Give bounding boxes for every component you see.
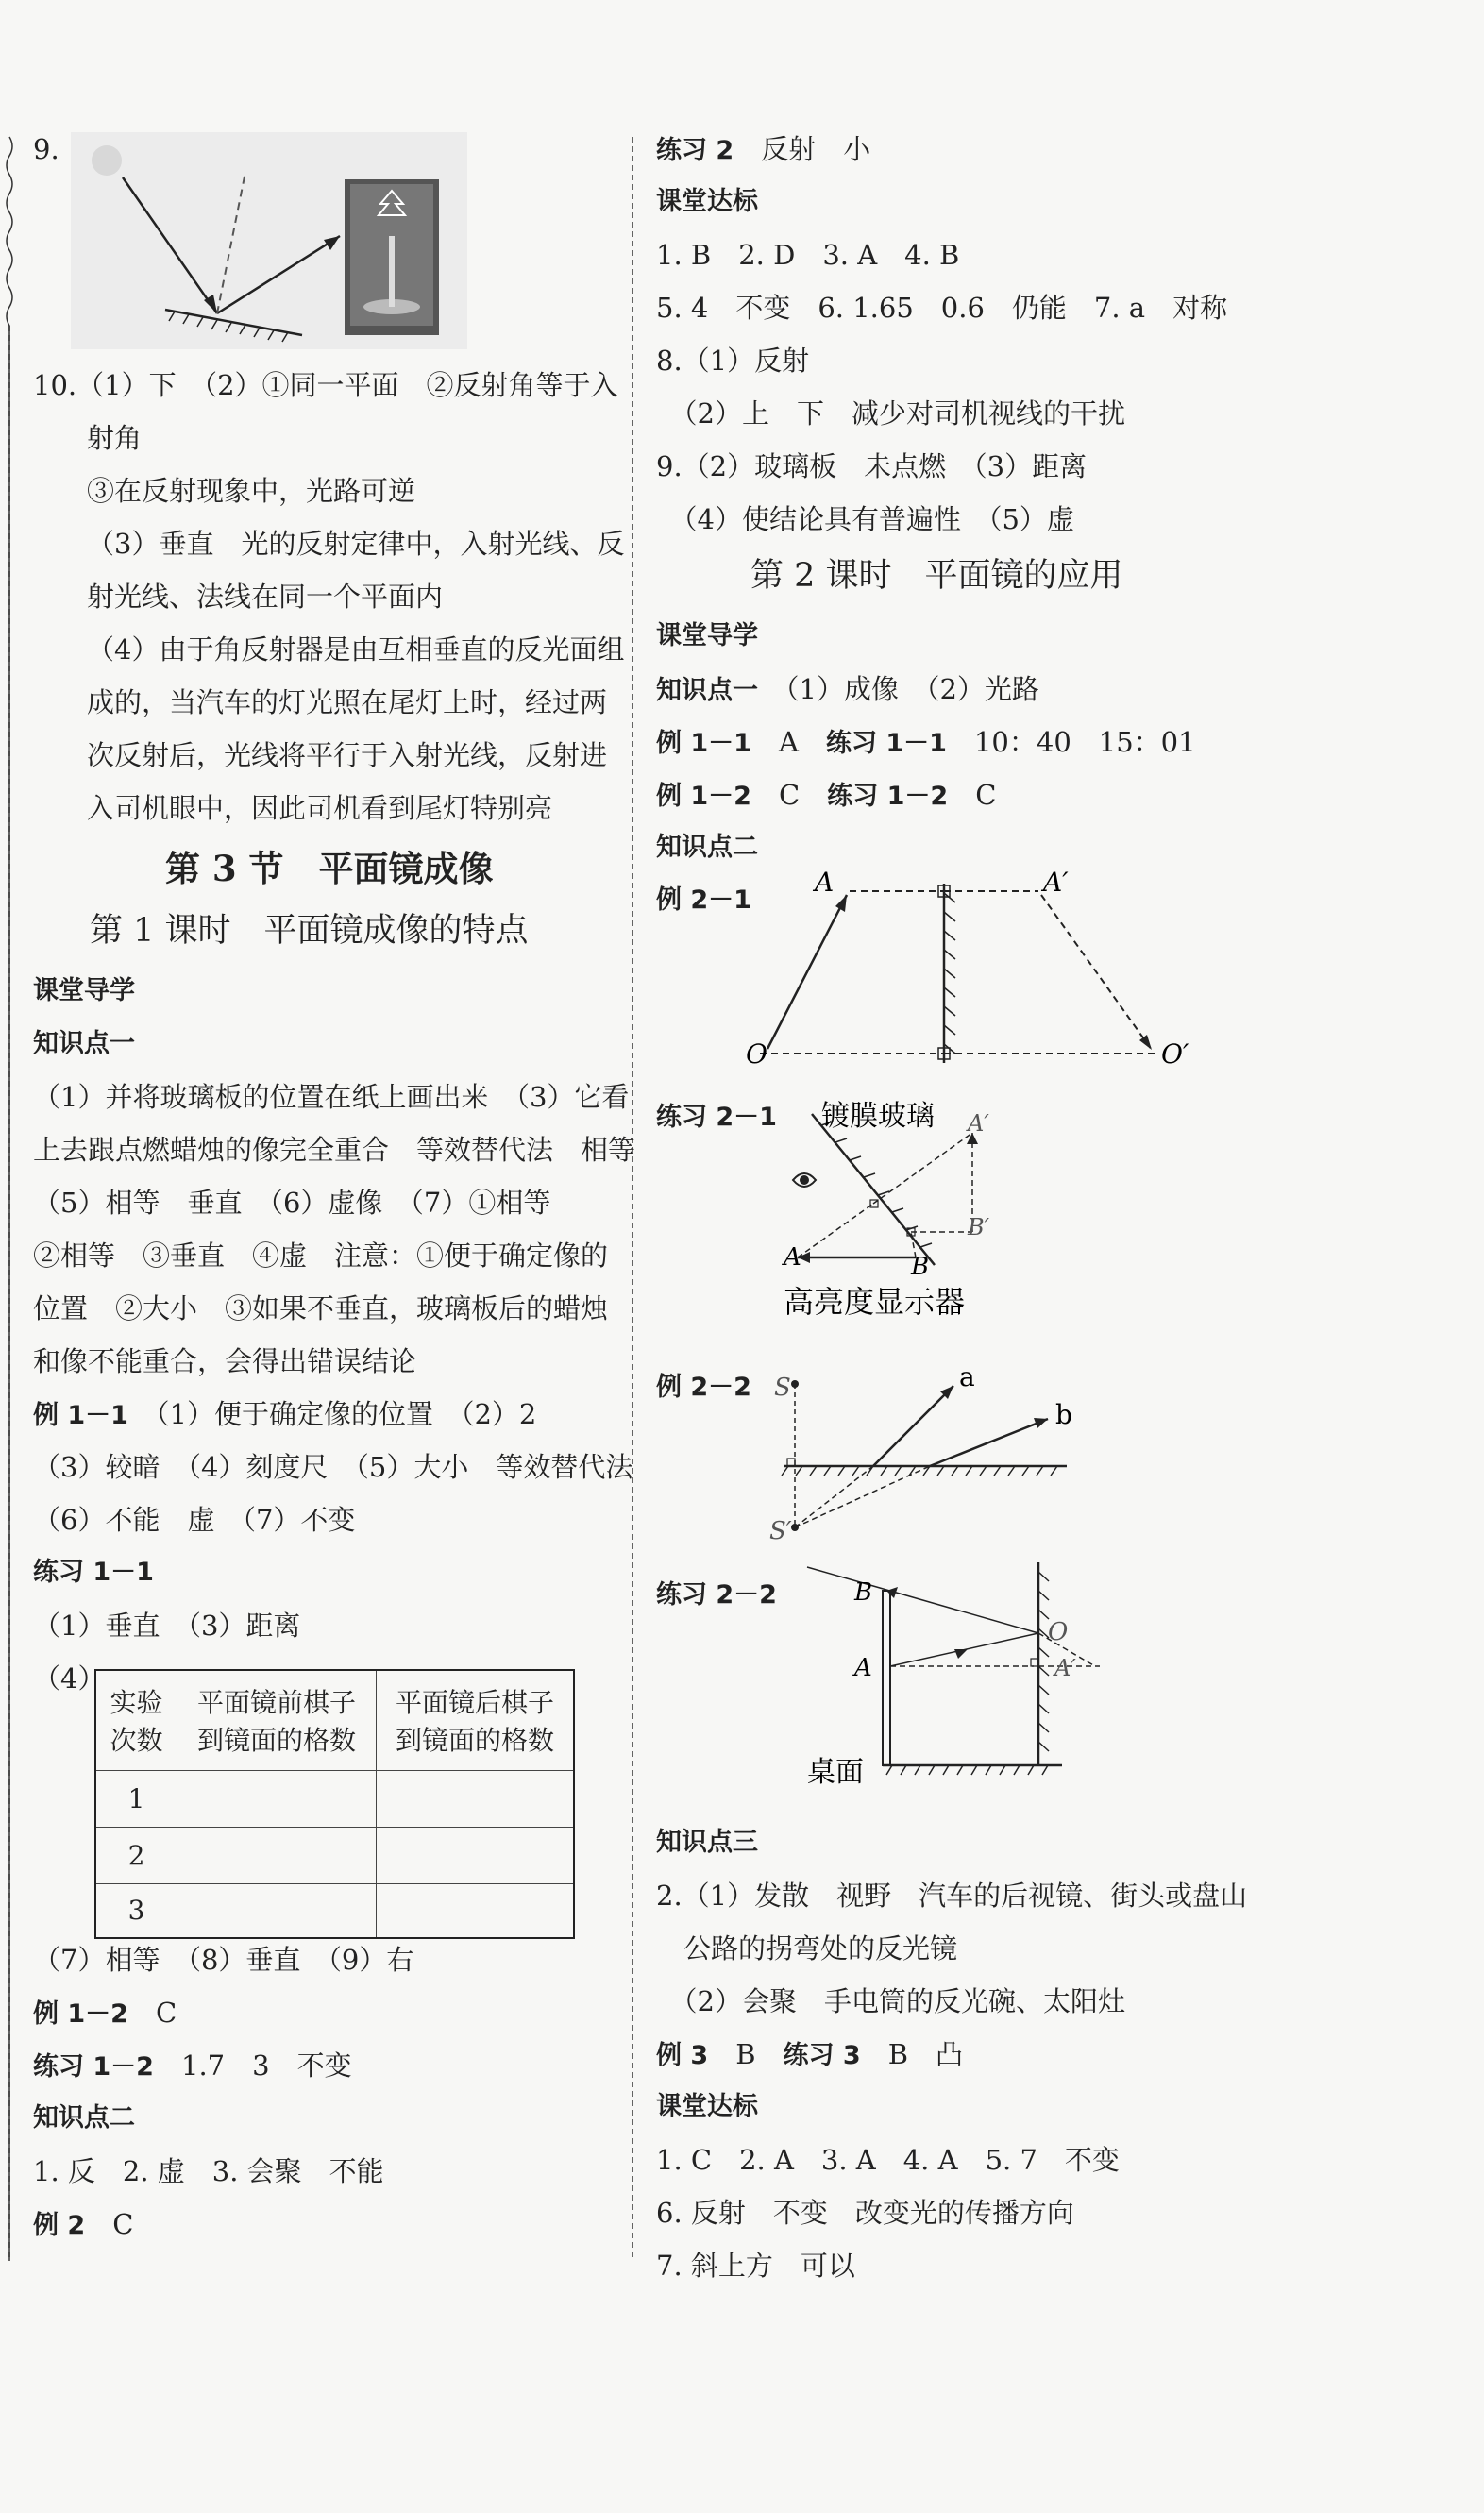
practice-2-2-diagram bbox=[807, 1562, 1090, 1798]
label-A-prime: A′ bbox=[1043, 867, 1069, 898]
q10-line-8: 次反射后，光线将平行于入射光线，反射进 bbox=[87, 739, 608, 771]
li12-lian12-line: 例 1－2 C 练习 1－2 C bbox=[656, 779, 997, 811]
q10-line-5: 射光线、法线在同一个平面内 bbox=[87, 581, 444, 613]
table-header-cell: 实验 次数 bbox=[95, 1670, 177, 1770]
li22-label: 例 2－2 bbox=[656, 1373, 751, 1402]
li11-more-1: （3）较暗 （4）刻度尺 （5）大小 等效替代法 bbox=[33, 1451, 633, 1483]
zhishi3-line-2: 公路的拐弯处的反光镜 bbox=[656, 1932, 958, 1965]
q10-line-2: 射角 bbox=[87, 422, 143, 454]
li11-text: （1）便于确定像的位置 （2）2 bbox=[156, 1398, 537, 1430]
label-B: B bbox=[911, 1253, 930, 1281]
lian12-line: 练习 1－2 1.7 3 不变 bbox=[33, 2049, 352, 2082]
q10-line-6: （4）由于角反射器是由互相垂直的反光面组 bbox=[87, 633, 625, 666]
q10-line-1: 10.（1）下 （2）①同一平面 ②反射角等于入 bbox=[33, 369, 618, 401]
experiment-table bbox=[94, 1669, 575, 1939]
lesson2-title: 第 2 课时 平面镜的应用 bbox=[750, 557, 1123, 595]
table-header-cell: 平面镜后棋子 到镜面的格数 bbox=[377, 1670, 575, 1770]
li12-line: 例 1－2 C bbox=[33, 1997, 177, 2029]
table-row: 3 bbox=[95, 1883, 574, 1938]
q10-line-7: 成的，当汽车的灯光照在尾灯上时，经过两 bbox=[87, 686, 608, 718]
dabiao-line-4: （2）上 下 减少对司机视线的干扰 bbox=[656, 397, 1125, 430]
label-S: S bbox=[774, 1374, 791, 1402]
zhishi1-line-4: ②相等 ③垂直 ④虚 注意：①便于确定像的 bbox=[33, 1240, 609, 1272]
table-row: 1 bbox=[95, 1770, 574, 1827]
li11-lian11-line: 例 1－1 A 练习 1－1 10：40 15：01 bbox=[656, 726, 1196, 758]
practice-2-1-diagram bbox=[784, 1095, 1048, 1341]
table-row: 2 bbox=[95, 1827, 574, 1883]
zhishi2-heading-2: 知识点二 bbox=[656, 833, 758, 862]
example-2-2-diagram bbox=[769, 1358, 1095, 1546]
q10-line-3: ③在反射现象中，光路可逆 bbox=[87, 475, 416, 507]
zhishi1-line-3: （5）相等 垂直 （6）虚像 （7）①相等 bbox=[33, 1187, 551, 1219]
label-A: A bbox=[815, 867, 835, 898]
sun-icon bbox=[92, 145, 122, 176]
q10-line-9: 入司机眼中，因此司机看到尾灯特别亮 bbox=[87, 792, 553, 824]
lian11-line-2: （4） bbox=[33, 1662, 106, 1695]
zhishi1-line-6: 和像不能重合，会得出错误结论 bbox=[33, 1345, 417, 1377]
q9-number: 9. bbox=[33, 133, 59, 165]
label-coated-glass: 镀膜玻璃 bbox=[821, 1100, 935, 1133]
lian11-label: 练习 1－1 bbox=[33, 1558, 154, 1587]
li21-label: 例 2－1 bbox=[656, 885, 751, 915]
label-O-prime: O′ bbox=[1161, 1038, 1189, 1070]
ketang-daoxue-heading: 课堂导学 bbox=[33, 976, 135, 1005]
dabiao-line-5: 9.（2）玻璃板 未点燃 （3）距离 bbox=[656, 450, 1088, 482]
dabiao2-line-3: 7. 斜上方 可以 bbox=[656, 2250, 855, 2282]
q9-reflection-diagram bbox=[71, 132, 467, 349]
zhishi2-heading: 知识点二 bbox=[33, 2103, 135, 2133]
after-table-line: （7）相等 （8）垂直 （9）右 bbox=[33, 1944, 414, 1976]
dabiao2-line-2: 6. 反射 不变 改变光的传播方向 bbox=[656, 2197, 1074, 2229]
label-A-3: A bbox=[854, 1654, 872, 1682]
lian11-line-1: （1）垂直 （3）距离 bbox=[33, 1610, 301, 1642]
label-O: O bbox=[746, 1038, 767, 1070]
lian2-line: 练习 2 反射 小 bbox=[656, 133, 871, 165]
li11-label: 例 1－1 bbox=[33, 1401, 128, 1430]
zhishi3-heading: 知识点三 bbox=[656, 1828, 758, 1857]
zhishi1-line-1: （1）并将玻璃板的位置在纸上画出来 （3）它看 bbox=[33, 1081, 630, 1113]
center-wavy-border bbox=[625, 137, 640, 2261]
zhishi1-line: 知识点一 （1）成像 （2）光路 bbox=[656, 673, 1039, 705]
zhishi1-heading: 知识点一 bbox=[33, 1029, 135, 1058]
label-b: b bbox=[1055, 1399, 1072, 1430]
label-S-prime: S′ bbox=[769, 1517, 792, 1545]
left-wavy-border bbox=[2, 137, 17, 2261]
dabiao2-line-1: 1. C 2. A 3. A 4. A 5. 7 不变 bbox=[656, 2144, 1120, 2176]
label-A-2: A bbox=[784, 1243, 801, 1272]
li3-lian3-line: 例 3 B 练习 3 B 凸 bbox=[656, 2038, 964, 2070]
label-a: a bbox=[959, 1361, 975, 1392]
coated-glass-line bbox=[812, 1114, 935, 1265]
lesson1-title: 第 1 课时 平面镜成像的特点 bbox=[90, 912, 529, 950]
example-2-1-diagram bbox=[746, 867, 1213, 1072]
dabiao-line-1: 1. B 2. D 3. A 4. B bbox=[656, 239, 960, 271]
zhishi3-line-3: （2）会聚 手电筒的反光碗、太阳灶 bbox=[656, 1985, 1125, 2017]
label-O-2: O bbox=[1048, 1618, 1069, 1646]
zhishi2-line: 1. 反 2. 虚 3. 会聚 不能 bbox=[33, 2155, 384, 2187]
ketang-dabiao-heading-2: 课堂达标 bbox=[656, 2092, 758, 2121]
ketang-daoxue-heading-2: 课堂导学 bbox=[656, 621, 758, 650]
label-desk: 桌面 bbox=[807, 1756, 864, 1789]
ketang-dabiao-heading: 课堂达标 bbox=[656, 187, 758, 216]
lian21-label: 练习 2－1 bbox=[656, 1103, 777, 1132]
lian22-label: 练习 2－2 bbox=[656, 1580, 777, 1610]
section-title: 第 3 节 平面镜成像 bbox=[165, 848, 494, 889]
dabiao-line-6: （4）使结论具有普遍性 （5）虚 bbox=[656, 503, 1074, 535]
table-header-cell: 平面镜前棋子 到镜面的格数 bbox=[177, 1670, 377, 1770]
zhishi3-line-1: 2.（1）发散 视野 汽车的后视镜、街头或盘山 bbox=[656, 1880, 1248, 1912]
zhishi1-line-2: 上去跟点燃蜡烛的像完全重合 等效替代法 相等 bbox=[33, 1134, 636, 1166]
label-A-prime-2: A′ bbox=[968, 1110, 989, 1137]
label-display: 高亮度显示器 bbox=[784, 1284, 966, 1320]
label-B-2: B bbox=[854, 1578, 873, 1607]
li11-more-2: （6）不能 虚 （7）不变 bbox=[33, 1504, 356, 1536]
label-B-prime: B′ bbox=[968, 1214, 990, 1240]
dabiao-line-2: 5. 4 不变 6. 1.65 0.6 仍能 7. a 对称 bbox=[656, 292, 1228, 324]
q10-line-4: （3）垂直 光的反射定律中，入射光线、反 bbox=[87, 528, 625, 560]
li11-line bbox=[33, 1397, 536, 1433]
zhishi1-line-5: 位置 ②大小 ③如果不垂直，玻璃板后的蜡烛 bbox=[33, 1292, 609, 1324]
dabiao-line-3: 8.（1）反射 bbox=[656, 345, 810, 377]
li2-line: 例 2 C bbox=[33, 2208, 134, 2240]
label-A-prime-3: A′ bbox=[1054, 1655, 1076, 1681]
